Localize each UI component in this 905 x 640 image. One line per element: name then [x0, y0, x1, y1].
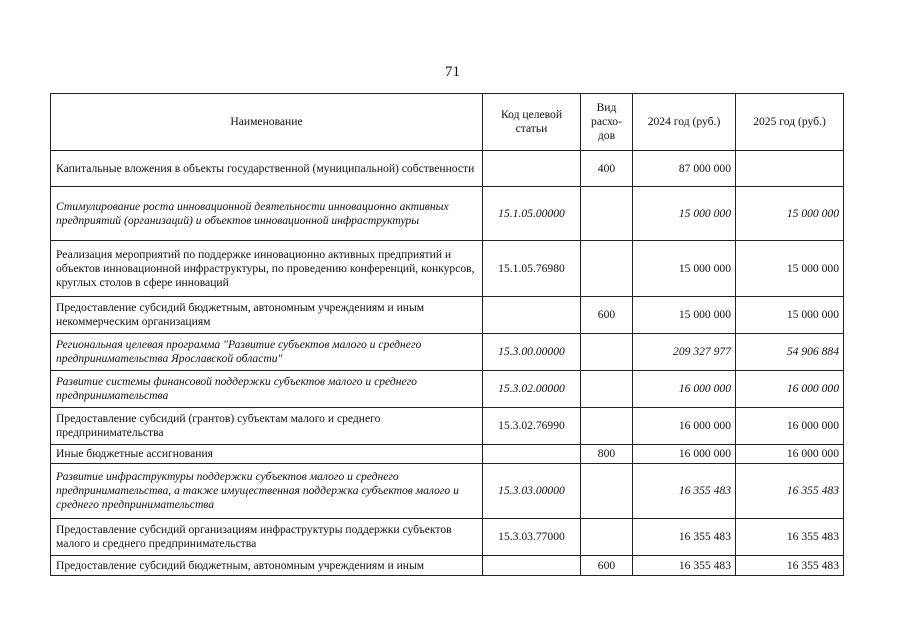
row-2025-cell: [736, 151, 844, 187]
row-name-cell: Предоставление субсидий (грантов) субъектам малого и среднего предпринимательства: [51, 408, 483, 445]
page-number: 71: [445, 64, 460, 80]
row-2025-cell: 15 000 000: [736, 241, 844, 297]
table-row: [51, 187, 844, 241]
row-2024-cell: 16 355 483: [633, 464, 736, 519]
row-code-cell: [483, 445, 581, 464]
header-name: Наименование: [51, 94, 483, 151]
row-code-cell: 15.3.03.77000: [483, 519, 581, 556]
row-code-cell: [483, 556, 581, 576]
row-kind-cell: [581, 371, 633, 408]
row-name-cell: Иные бюджетные ассигнования: [51, 445, 483, 464]
row-2024-cell: 16 355 483: [633, 519, 736, 556]
row-kind-cell: 600: [581, 556, 633, 576]
row-kind-cell: [581, 408, 633, 445]
table-row: [51, 297, 844, 334]
row-code-cell: 15.3.03.00000: [483, 464, 581, 519]
row-2024-cell: 209 327 977: [633, 334, 736, 371]
row-name-cell: Предоставление субсидий бюджетным, автономным учреждениям и иным: [51, 556, 483, 576]
table-header-row: [51, 94, 844, 151]
row-2025-cell: 16 000 000: [736, 371, 844, 408]
row-2024-cell: 16 000 000: [633, 408, 736, 445]
table-row: [51, 408, 844, 445]
header-2024: 2024 год (руб.): [633, 94, 736, 151]
row-code-cell: 15.3.02.00000: [483, 371, 581, 408]
budget-table: [50, 93, 844, 576]
row-2025-cell: 16 355 483: [736, 464, 844, 519]
table-row: [51, 334, 844, 371]
header-code: Код целевой статьи: [483, 94, 581, 151]
row-kind-cell: [581, 464, 633, 519]
table-row: [51, 151, 844, 187]
row-name-cell: Развитие инфраструктуры поддержки субъектов малого и среднего предпринимательства, а также имущественная поддержка субъектов малого и среднего предпринимательства: [51, 464, 483, 519]
row-code-cell: [483, 151, 581, 187]
row-kind-cell: 400: [581, 151, 633, 187]
row-kind-cell: [581, 241, 633, 297]
row-2024-cell: 16 000 000: [633, 445, 736, 464]
row-2025-cell: 16 355 483: [736, 519, 844, 556]
table-row: [51, 464, 844, 519]
row-2024-cell: 15 000 000: [633, 297, 736, 334]
row-kind-cell: [581, 334, 633, 371]
row-2025-cell: 15 000 000: [736, 297, 844, 334]
row-kind-cell: [581, 519, 633, 556]
row-kind-cell: 800: [581, 445, 633, 464]
row-2025-cell: 16 000 000: [736, 408, 844, 445]
row-2025-cell: 16 000 000: [736, 445, 844, 464]
row-2024-cell: 16 000 000: [633, 371, 736, 408]
table-row: [51, 445, 844, 464]
row-code-cell: 15.1.05.76980: [483, 241, 581, 297]
row-name-cell: Стимулирование роста инновационной деятельности инновационно активных предприятий (организаций) и объектов инновационной инфраструктуры: [51, 187, 483, 241]
row-code-cell: 15.1.05.00000: [483, 187, 581, 241]
row-2024-cell: 87 000 000: [633, 151, 736, 187]
row-2025-cell: 15 000 000: [736, 187, 844, 241]
table-row: [51, 556, 844, 576]
row-name-cell: Капитальные вложения в объекты государственной (муниципальной) собственности: [51, 151, 483, 187]
row-name-cell: Реализация мероприятий по поддержке инновационно активных предприятий и объектов инновационной инфраструктуры, по проведению конференций, конкурсов, круглых столов в сфере инноваций: [51, 241, 483, 297]
header-2025: 2025 год (руб.): [736, 94, 844, 151]
row-kind-cell: 600: [581, 297, 633, 334]
row-name-cell: Развитие системы финансовой поддержки субъектов малого и среднего предпринимательства: [51, 371, 483, 408]
table-row: [51, 241, 844, 297]
row-code-cell: [483, 297, 581, 334]
row-name-cell: Региональная целевая программа "Развитие субъектов малого и среднего предпринимательства Ярославской области": [51, 334, 483, 371]
row-name-cell: Предоставление субсидий организациям инфраструктуры поддержки субъектов малого и среднего предпринимательства: [51, 519, 483, 556]
row-name-cell: Предоставление субсидий бюджетным, автономным учреждениям и иным некоммерческим организациям: [51, 297, 483, 334]
row-2025-cell: 16 355 483: [736, 556, 844, 576]
table-row: [51, 519, 844, 556]
row-code-cell: 15.3.02.76990: [483, 408, 581, 445]
table-body: [51, 151, 844, 576]
row-2025-cell: 54 906 884: [736, 334, 844, 371]
row-2024-cell: 15 000 000: [633, 187, 736, 241]
row-kind-cell: [581, 187, 633, 241]
row-2024-cell: 16 355 483: [633, 556, 736, 576]
row-2024-cell: 15 000 000: [633, 241, 736, 297]
row-code-cell: 15.3.00.00000: [483, 334, 581, 371]
header-kind: Вид расхо-дов: [581, 94, 633, 151]
table-row: [51, 371, 844, 408]
